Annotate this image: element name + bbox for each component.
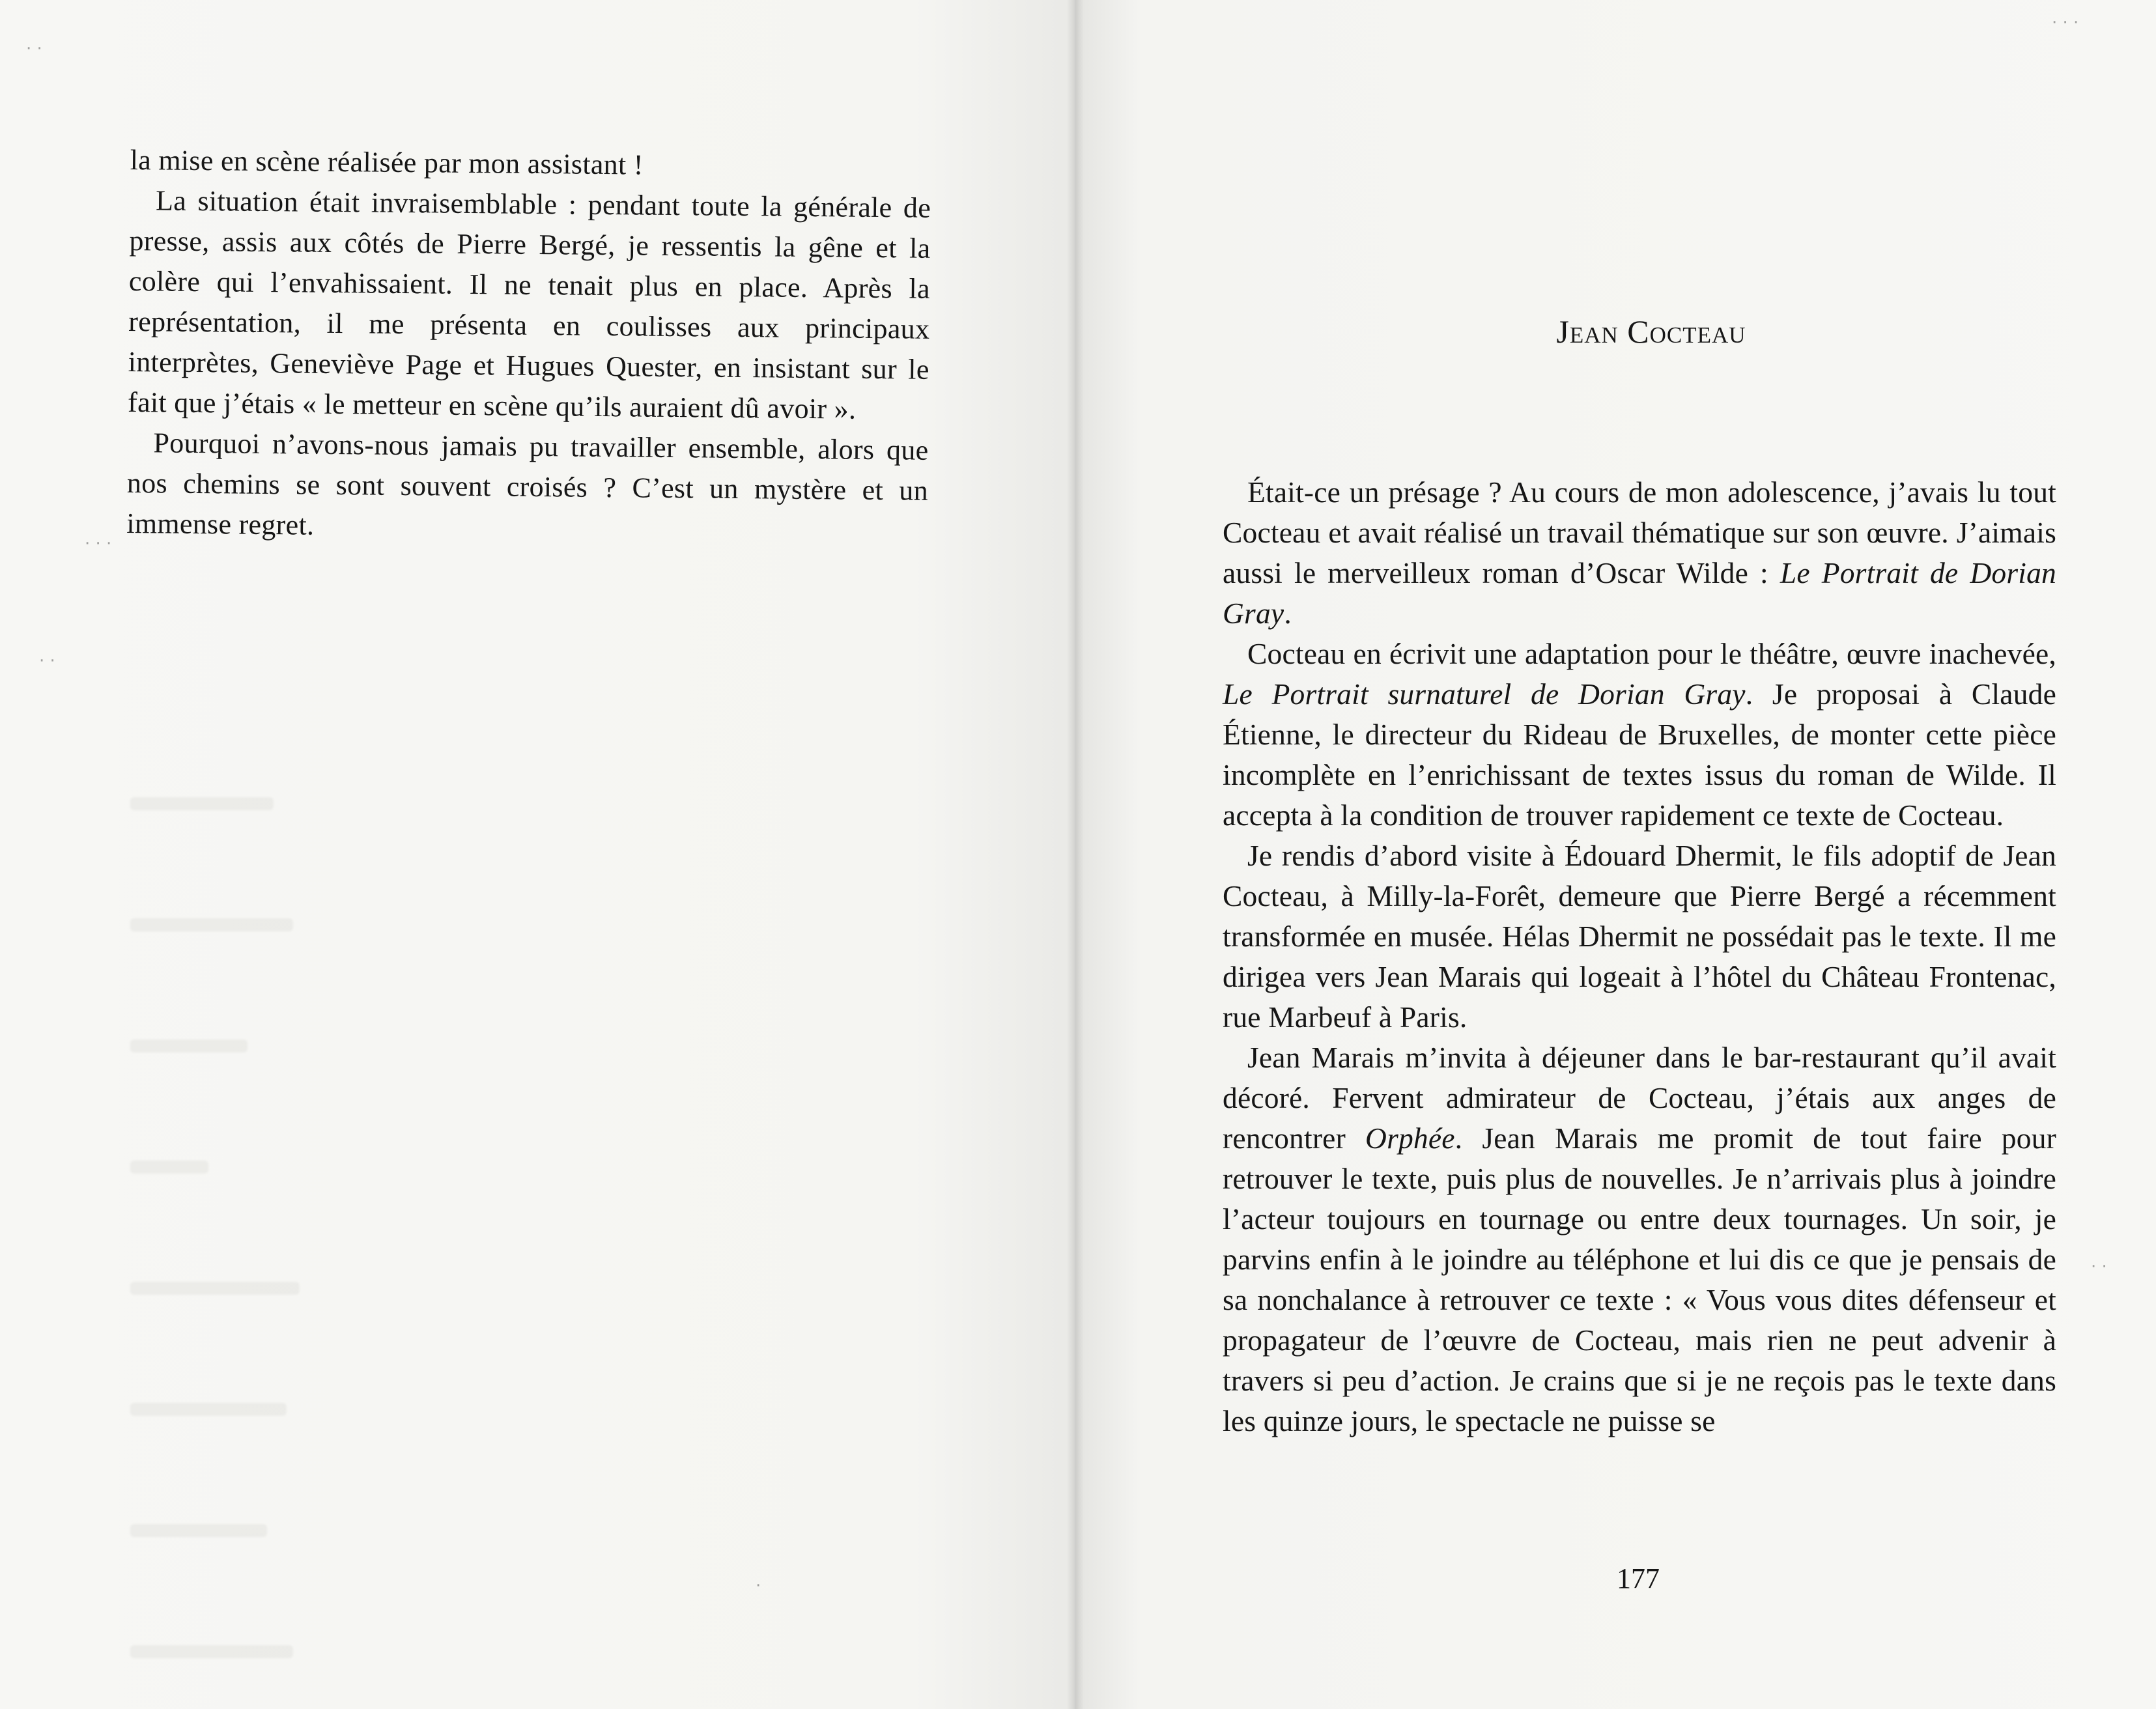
scan-speck: · · ·	[85, 534, 112, 554]
left-page	[0, 0, 1075, 1709]
scan-speck: ·	[756, 1576, 761, 1596]
right-paragraph-4-text: Jean Marais m’invita à déjeuner dans le bar-restaurant qu’il avait décoré. Fervent admirateur de Cocteau, j’étais aux anges de rencontrer	[1223, 1041, 2056, 1155]
left-page-text	[126, 140, 931, 552]
right-paragraph-2	[1223, 634, 2056, 836]
right-paragraph-1-text: Était-ce un présage ? Au cours de mon adolescence, j’avais lu tout Cocteau et avait réalisé un travail thématique sur son œuvre. J’aimais aussi le merveilleux roman d’Oscar Wilde :	[1223, 475, 2056, 589]
left-paragraph-1: la mise en scène réalisée par mon assistant !	[130, 143, 644, 181]
film-title-orphee: Orphée	[1365, 1122, 1455, 1155]
left-paragraph-2: La situation était invraisemblable : pendant toute la générale de presse, assis aux côtés de Pierre Bergé, je ressentis la gêne et la colère qui l’envahissaient. Il ne tenait plus en place. Après la représentation, il me présenta en coulisses aux principaux interprètes, Geneviève Page et Hugues Quester, en insistant sur le fait que j’étais « le metteur en scène qu’ils auraient dû avoir ».	[127, 184, 931, 425]
right-paragraph-1	[1223, 472, 2056, 634]
scan-speck: · ·	[39, 651, 55, 671]
right-paragraph-2-text: Cocteau en écrivit une adaptation pour le théâtre, œuvre inachevée,	[1247, 637, 2056, 670]
bleed-through-left	[130, 716, 456, 1498]
book-spine-shadow	[1067, 0, 1084, 1709]
chapter-title: Jean Cocteau	[1556, 313, 1746, 350]
right-paragraph-1-end: .	[1284, 597, 1292, 630]
right-paragraph-3: Je rendis d’abord visite à Édouard Dhermit, le fils adoptif de Jean Cocteau, à Milly-la-Forêt, demeure que Pierre Bergé a récemment transformée en musée. Hélas Dhermit ne possédait pas le texte. Il me dirigea vers Jean Marais qui logeait à l’hôtel du Château Frontenac, rue Marbeuf à Paris.	[1223, 839, 2056, 1034]
right-paragraph-2-end: . Je proposai à Claude Étienne, le directeur du Rideau de Bruxelles, de monter cette pièce incomplète en l’enrichissant de textes issus du roman de Wilde. Il accepta à la condition de trouver rapidement ce texte de Cocteau.	[1223, 677, 2056, 832]
right-paragraph-4	[1223, 1038, 2056, 1441]
page-number: 177	[1617, 1562, 1660, 1594]
right-page-text	[1223, 472, 2056, 1441]
play-title-portrait-surnaturel: Le Portrait surnaturel de Dorian Gray	[1223, 677, 1746, 711]
scan-speck: · ·	[2091, 1257, 2107, 1277]
book-title-dorian-gray: Le Portrait de Dorian Gray	[1223, 556, 2056, 630]
scan-speck: · · ·	[2052, 13, 2079, 33]
right-paragraph-4-end: . Jean Marais me promit de tout faire pour retrouver le texte, puis plus de nouvelles. Je n’arrivais plus à joindre l’acteur toujours en tournage ou entre deux tournages. Un soir, je parvins enfin à le joindre au téléphone et lui dis ce que je pensais de sa nonchalance à retrouver ce texte : « Vous vous dites défenseur et propagateur de l’œuvre de Cocteau, mais rien ne peut advenir à travers si peu d’action. Je crains que si je ne reçois pas le texte dans les quinze jours, le spectacle ne puisse se	[1223, 1122, 2056, 1437]
scan-speck: · ·	[26, 39, 42, 59]
left-paragraph-3: Pourquoi n’avons-nous jamais pu travailler ensemble, alors que nos chemins se sont souvent croisés ? C’est un mystère et un immense regret.	[126, 427, 929, 541]
